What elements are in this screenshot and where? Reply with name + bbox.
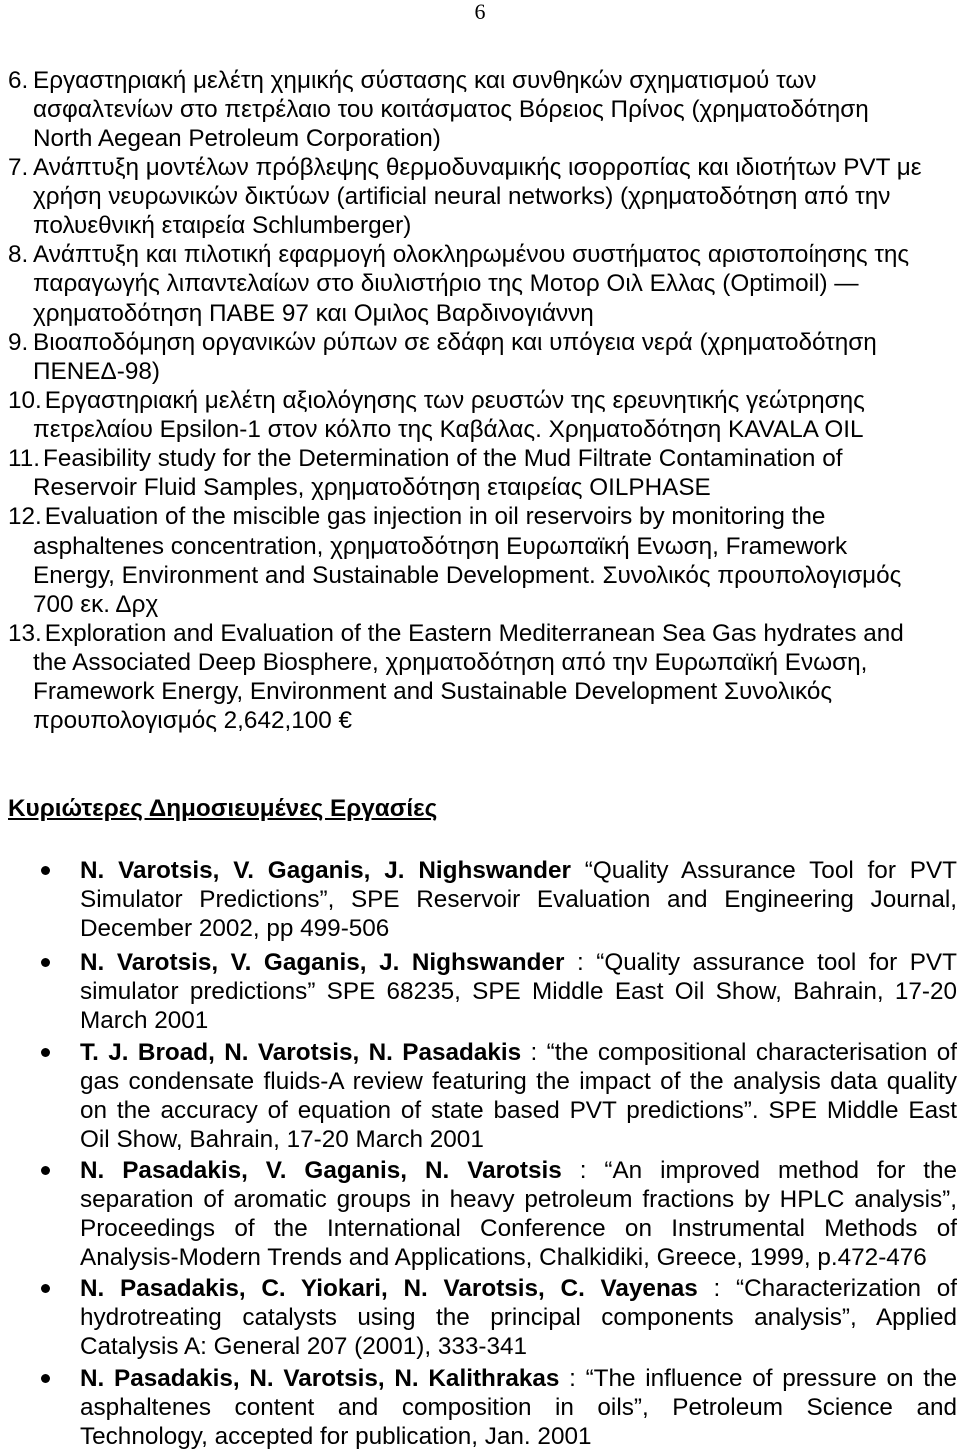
- publication-line: [80, 1006, 957, 1035]
- publication-line: [80, 1243, 957, 1272]
- project-line-text: χρήση νευρωνικών δικτύων (artificial neural networks) (χρηματοδότηση από την: [33, 183, 891, 210]
- project-line-text: asphaltenes concentration, χρηματοδότηση Ευρωπαϊκή Ενωση, Framework: [33, 532, 848, 560]
- project-number: 12.: [8, 503, 42, 531]
- bullet-icon: [41, 1166, 50, 1175]
- publication-line-text: : “An improved method for the: [579, 1156, 957, 1184]
- publication-line-text: gas condensate fluids-A review featuring the impact of the analysis data quality: [80, 1067, 957, 1095]
- project-line-text: ασφαλτενίων στο πετρέλαιο του κοιτάσματος Βόρειος Πρίνος (χρηματοδότηση: [33, 95, 869, 123]
- publication-item: [80, 1038, 957, 1154]
- publication-line-text: Simulator Predictions”, SPE Reservoir Evaluation and Engineering Journal,: [80, 885, 957, 913]
- publication-item: [80, 856, 957, 943]
- publication-item: [80, 1156, 957, 1272]
- publication-line: [80, 1185, 957, 1214]
- publication-line-text: Oil Show, Bahrain, 17-20 March 2001: [80, 1125, 484, 1153]
- bullet-icon: [41, 958, 50, 967]
- publication-line: [80, 914, 957, 943]
- publication-line: [80, 1067, 957, 1096]
- project-line-text: Evaluation of the miscible gas injection in oil reservoirs by monitoring the: [44, 503, 826, 531]
- project-line-text: πολυεθνική εταιρεία Schlumberger): [33, 212, 412, 240]
- publication-line: [80, 1422, 957, 1451]
- project-line-text: ΠΕΝΕΔ-98): [33, 357, 160, 385]
- project-line-text: Ανάπτυξη μοντέλων πρόβλεψης θερμοδυναμικής ισορροπίας και ιδιοτήτων PVT με: [33, 153, 922, 181]
- project-line-text: Feasibility study for the Determination of the Mud Filtrate Contamination of: [42, 445, 843, 473]
- project-number: 10.: [8, 386, 42, 414]
- project-line-text: Εργαστηριακή μελέτη χημικής σύστασης και συνθηκών σχηματισμού των: [33, 66, 817, 94]
- project-line-text: χρηματοδότηση ΠΑΒΕ 97 και Ομιλος Βαρδινογιάννη: [33, 299, 594, 327]
- publication-line-text: “Quality Assurance Tool for PVT: [584, 856, 957, 884]
- section-heading: Κυριώτερες Δημοσιευμένες Εργασίες: [8, 794, 438, 822]
- publication-line-text: : “Characterization of: [713, 1274, 957, 1302]
- project-line-text: Energy, Environment and Sustainable Development. Συνολικός προυπολογισμός: [33, 561, 902, 589]
- publication-item: [80, 948, 957, 1035]
- publication-authors: N. Varotsis, V. Gaganis, J. Nighswander: [80, 856, 571, 884]
- publication-line: [80, 977, 957, 1006]
- publication-line-text: on the accuracy of equation of state based PVT predictions”. SPE Middle East: [80, 1096, 957, 1124]
- publication-line-text: Catalysis A: General 207 (2001), 333-341: [80, 1332, 528, 1360]
- project-line-text: παραγωγής λιπαντελαίων στο διυλιστήριο της Μοτορ Οιλ Ελλας (Optimoil) —: [33, 270, 859, 298]
- project-line-text: προυπολογισμός 2,642,100 €: [33, 707, 353, 735]
- publication-line: [80, 1303, 957, 1332]
- publication-line: [80, 948, 957, 977]
- project-number: 13.: [8, 619, 42, 647]
- publication-line-text: simulator predictions” SPE 68235, SPE Middle East Oil Show, Bahrain, 17-20: [80, 977, 957, 1005]
- publication-line: [80, 1332, 957, 1361]
- publication-line: [80, 1125, 957, 1154]
- project-line-text: Framework Energy, Environment and Sustainable Development Συνολικός: [33, 678, 833, 706]
- page-number: 6: [474, 0, 486, 24]
- project-line-text: the Associated Deep Biosphere, χρηματοδότηση από την Ευρωπαϊκή Ενωση,: [33, 649, 868, 676]
- project-line-text: 700 εκ. Δρχ: [33, 590, 159, 618]
- publication-line-text: Technology, accepted for publication, Jan. 2001: [80, 1422, 592, 1450]
- publication-authors: N. Pasadakis, V. Gaganis, N. Varotsis: [80, 1156, 562, 1184]
- publication-item: [80, 1364, 957, 1451]
- project-number: 6.: [8, 66, 29, 94]
- publication-line-text: separation of aromatic groups in heavy petroleum fractions by HPLC analysis”,: [80, 1185, 957, 1213]
- publication-line: [80, 1393, 957, 1422]
- publication-line-text: hydrotreating catalysts using the principal components analysis”, Applied: [80, 1303, 957, 1331]
- publication-authors: N. Pasadakis, C. Yiokari, N. Varotsis, C. Vayenas: [80, 1274, 698, 1302]
- publication-line: [80, 1274, 957, 1303]
- publication-line: [80, 1038, 957, 1067]
- publication-authors: N. Pasadakis, N. Varotsis, N. Kalithrakas: [80, 1364, 560, 1392]
- publication-line: [80, 885, 957, 914]
- publication-line: [80, 1096, 957, 1125]
- project-line-text: North Aegean Petroleum Corporation): [33, 124, 441, 152]
- publication-line-text: December 2002, pp 499-506: [80, 914, 390, 942]
- publication-line: [80, 856, 957, 885]
- publication-line-text: : “the compositional characterisation of: [530, 1038, 957, 1066]
- project-line-text: Reservoir Fluid Samples, χρηματοδότηση εταιρείας OILPHASE: [33, 474, 711, 502]
- project-number: 7.: [8, 153, 29, 181]
- publication-line: [80, 1214, 957, 1243]
- publication-line-text: Proceedings of the International Conference on Instrumental Methods of: [80, 1214, 957, 1242]
- project-line-text: Βιοαποδόμηση οργανικών ρύπων σε εδάφη και υπόγεια νερά (χρηματοδότηση: [33, 328, 877, 356]
- project-number: 9.: [8, 328, 29, 356]
- project-line-text: Εργαστηριακή μελέτη αξιολόγησης των ρευστών της ερευνητικής γεώτρησης: [44, 386, 865, 414]
- bullet-icon: [41, 1374, 50, 1383]
- publication-authors: T. J. Broad, N. Varotsis, N. Pasadakis: [80, 1038, 522, 1066]
- publication-line-text: : “The influence of pressure on the: [569, 1364, 957, 1392]
- publication-line-text: Analysis-Modern Trends and Applications, Chalkidiki, Greece, 1999, p.472-476: [80, 1243, 927, 1271]
- publication-line-text: asphaltenes content and composition in oils”, Petroleum Science and: [80, 1393, 957, 1421]
- project-number: 11.: [8, 445, 40, 473]
- publication-line-text: March 2001: [80, 1006, 209, 1034]
- project-line-text: Ανάπτυξη και πιλοτική εφαρμογή ολοκληρωμένου συστήματος αριστοποίησης της: [33, 241, 910, 269]
- publication-line-text: : “Quality assurance tool for PVT: [576, 948, 957, 976]
- project-number: 8.: [8, 241, 29, 269]
- publication-item: [80, 1274, 957, 1361]
- bullet-icon: [41, 1284, 50, 1293]
- project-line-text: πετρελαίου Epsilon-1 στον κόλπο της Καβάλας. Χρηματοδότηση KAVALA OIL: [33, 416, 864, 443]
- publication-authors: N. Varotsis, V. Gaganis, J. Nighswander: [80, 948, 565, 976]
- publication-line: [80, 1156, 957, 1185]
- project-line-text: Exploration and Evaluation of the Eastern Mediterranean Sea Gas hydrates and: [44, 619, 904, 647]
- bullet-icon: [41, 1048, 50, 1057]
- bullet-icon: [41, 866, 50, 875]
- publication-line: [80, 1364, 957, 1393]
